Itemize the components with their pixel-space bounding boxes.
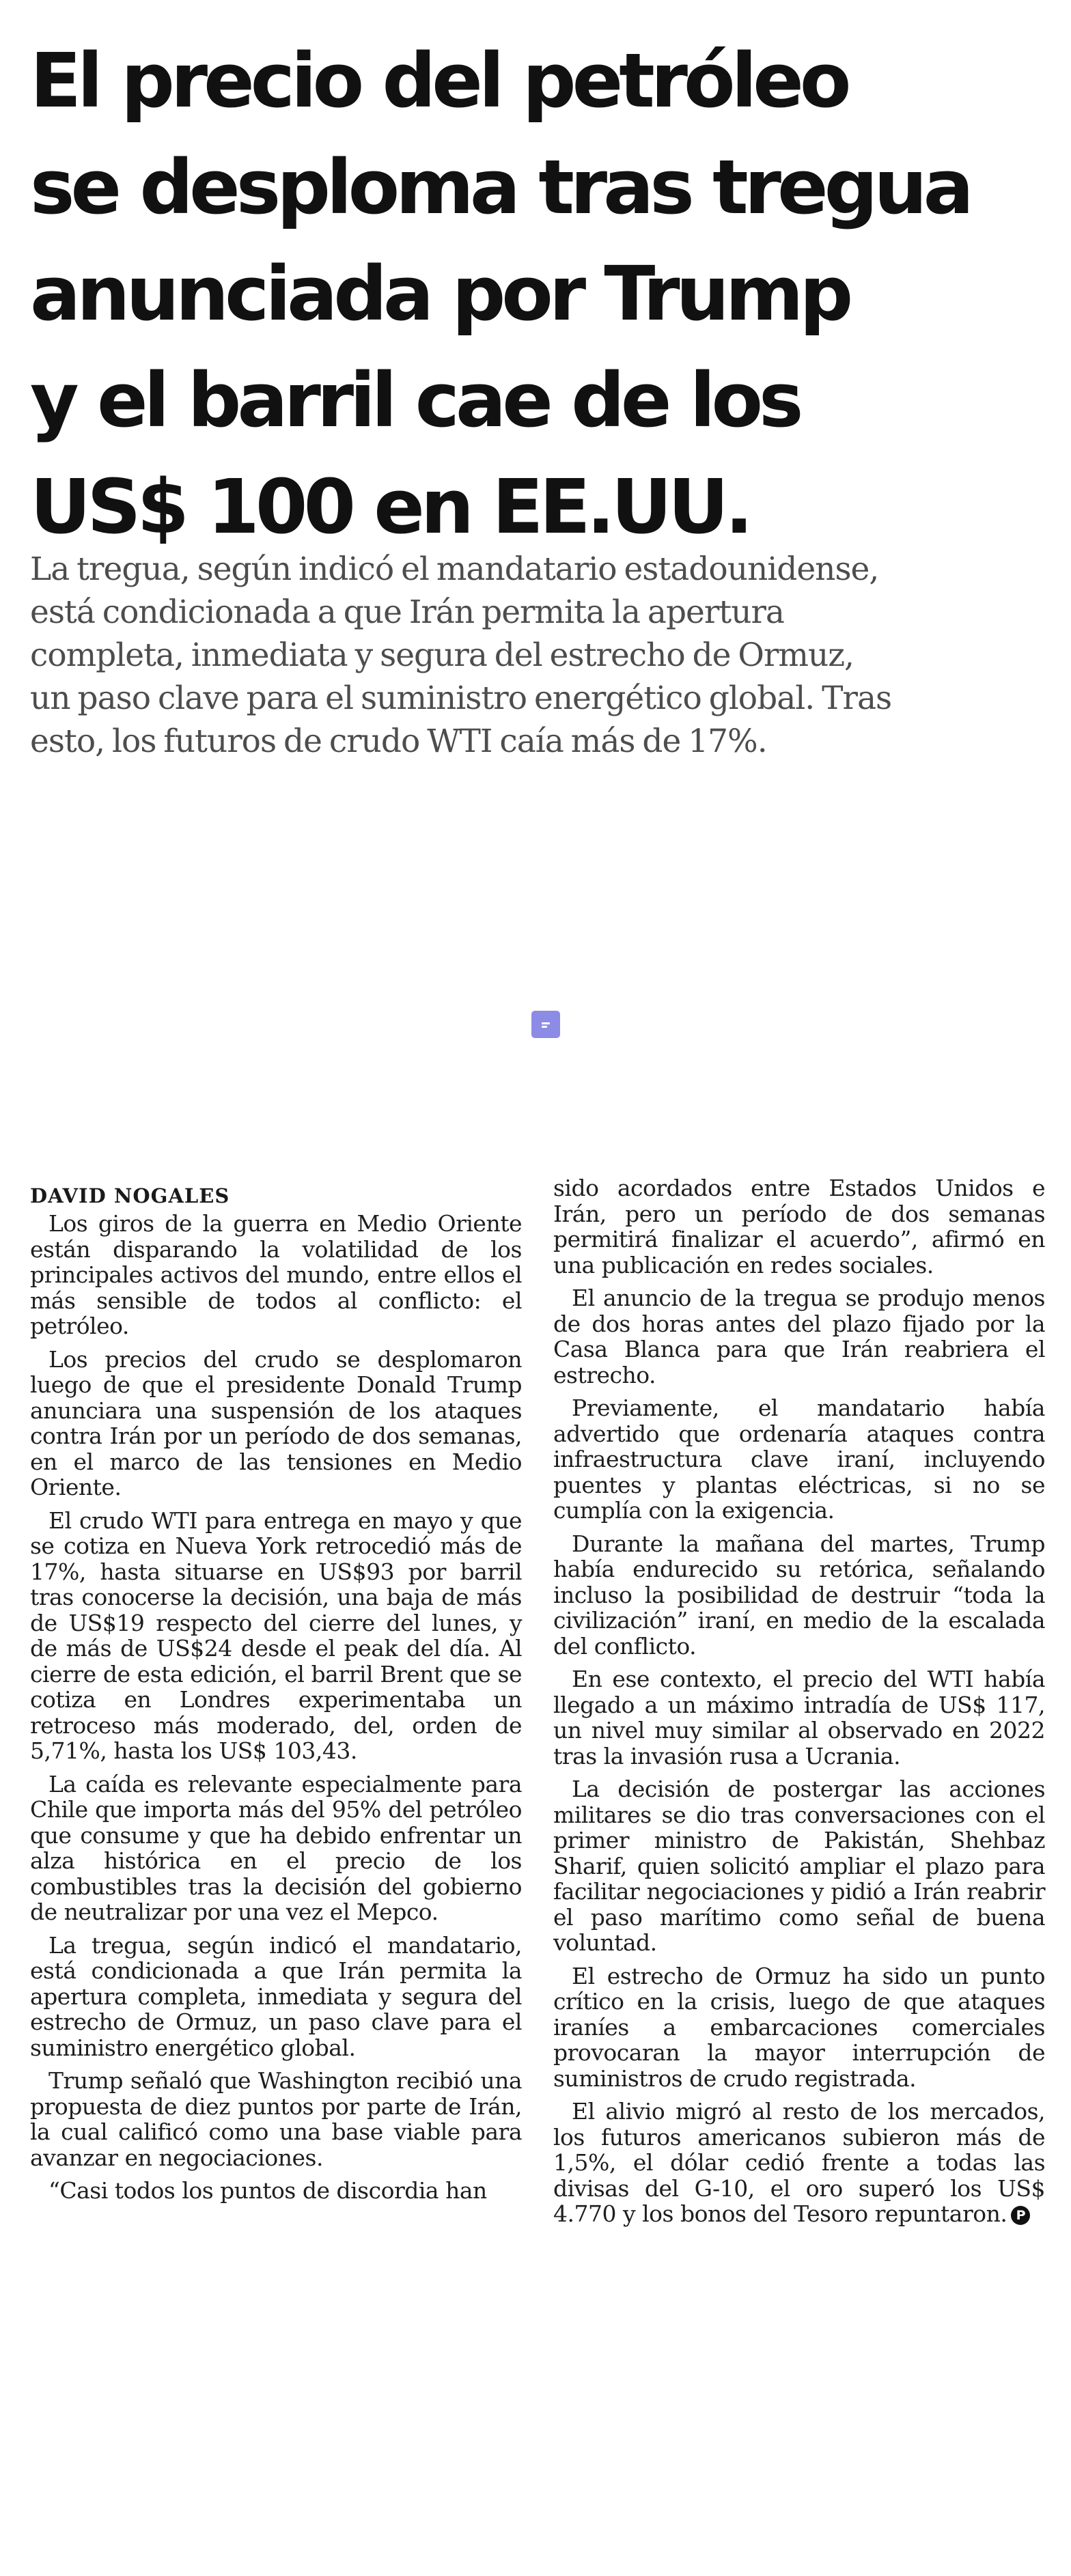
body-paragraph: La tregua, según indicó el mandatario, está condicionada a que Irán permita la apertura completa, inmediata y segura del estrecho de Ormuz, un paso clave para el suministro energético global. bbox=[30, 1931, 522, 2061]
headline-line: US$ 100 en EE.UU. bbox=[30, 463, 749, 550]
body-paragraph-last bbox=[553, 2099, 1045, 2227]
body-paragraph: En ese contexto, el precio del WTI había llegado a un máximo intradía de US$ 117, un nivel muy similar al observado en 2022 tras la invasión rusa a Ucrania. bbox=[553, 1666, 1045, 1769]
body-paragraph-text: El alivio migró al resto de los mercados, los futuros americanos subieron más de 1,5%, el dólar cedió frente a todas las divisas del G-10, el oro superó los US$ 4.770 y los bonos del Tesoro repuntaron. bbox=[553, 2098, 1045, 2227]
end-mark-icon: P bbox=[1011, 2206, 1030, 2225]
body-paragraph: Durante la mañana del martes, Trump había endurecido su retórica, señalando incluso la posibilidad de destruir “toda la civilización” iraní, en medio de la escalada del conflicto. bbox=[553, 1530, 1045, 1660]
body-paragraph: “Casi todos los puntos de discordia han bbox=[48, 2177, 487, 2204]
lead-paragraph bbox=[30, 548, 1041, 763]
lead-line: La tregua, según indicó el mandatario estadounidense, bbox=[30, 550, 879, 588]
document-icon-line bbox=[542, 1026, 547, 1028]
author-byline: DAVID NOGALES bbox=[30, 1184, 230, 1207]
body-paragraph: Trump señaló que Washington recibió una propuesta de diez puntos por parte de Irán, la cual calificó como una base viable para avanzar en negociaciones. bbox=[30, 2067, 522, 2171]
body-paragraph: El estrecho de Ormuz ha sido un punto crítico en la crisis, luego de que ataques iraníes a embarcaciones comerciales provocaran la mayor interrupción de suministros de crudo registrada. bbox=[553, 1962, 1045, 2092]
headline-line: anunciada por Trump bbox=[30, 250, 850, 337]
body-paragraph: La decisión de postergar las acciones militares se dio tras conversaciones con el primer ministro de Pakistán, Shehbaz Sharif, quien solicitó ampliar el plazo para facilitar negociaciones y pidió a Irán reabrir el paso marítimo como señal de buena voluntad. bbox=[553, 1776, 1045, 1956]
headline bbox=[30, 27, 1041, 560]
lead-line: esto, los futuros de crudo WTI caía más de 17%. bbox=[30, 723, 767, 760]
headline-line: y el barril cae de los bbox=[30, 356, 800, 444]
body-paragraph: Los giros de la guerra en Medio Oriente están disparando la volatilidad de los principales activos del mundo, entre ellos el más sensible de todos al conflicto: el petróleo. bbox=[30, 1210, 522, 1339]
headline-line: se desploma tras tregua bbox=[30, 143, 970, 231]
body-column-left bbox=[30, 1211, 522, 2211]
lead-line: un paso clave para el suministro energético global. Tras bbox=[30, 680, 892, 717]
document-icon[interactable] bbox=[531, 1011, 560, 1038]
body-paragraph: Previamente, el mandatario había advertido que ordenaría ataques contra infraestructura clave iraní, incluyendo puentes y plantas eléctricas, si no se cumplía con la exigencia. bbox=[553, 1395, 1045, 1524]
lead-line: está condicionada a que Irán permita la apertura bbox=[30, 593, 784, 631]
body-column-right bbox=[553, 1175, 1045, 2235]
body-paragraph: Los precios del crudo se desplomaron luego de que el presidente Donald Trump anunciara una suspensión de los ataques contra Irán por un período de dos semanas, en el marco de las tensiones en Medio Oriente. bbox=[30, 1345, 522, 1500]
body-paragraph: sido acordados entre Estados Unidos e Irán, pero un período de dos semanas permitirá finalizar el acuerdo”, afirmó en una publicación en redes sociales. bbox=[553, 1175, 1045, 1278]
lead-line: completa, inmediata y segura del estrecho de Ormuz, bbox=[30, 636, 854, 674]
body-paragraph: El anuncio de la tregua se produjo menos de dos horas antes del plazo fijado por la Casa Blanca para que Irán reabriera el estrecho. bbox=[553, 1285, 1045, 1388]
body-paragraph: La caída es relevante especialmente para Chile que importa más del 95% del petróleo que consume y que ha debido enfrentar un alza histórica en el precio de los combustibles tras la decisión del gobierno de neutralizar por una vez el Mepco. bbox=[30, 1770, 522, 1925]
headline-line: El precio del petróleo bbox=[30, 37, 848, 124]
document-icon-line bbox=[542, 1022, 550, 1024]
body-paragraph: El crudo WTI para entrega en mayo y que se cotiza en Nueva York retrocedió más de 17%, hasta situarse en US$93 por barril tras conocerse la decisión, una baja de más de US$19 respecto del cierre del lunes, y de más de US$24 desde el peak del día. Al cierre de esta edición, el barril Brent que se cotiza en Londres experimentaba un retroceso más moderado, del, orden de 5,71%, hasta los US$ 103,43. bbox=[30, 1507, 522, 1764]
